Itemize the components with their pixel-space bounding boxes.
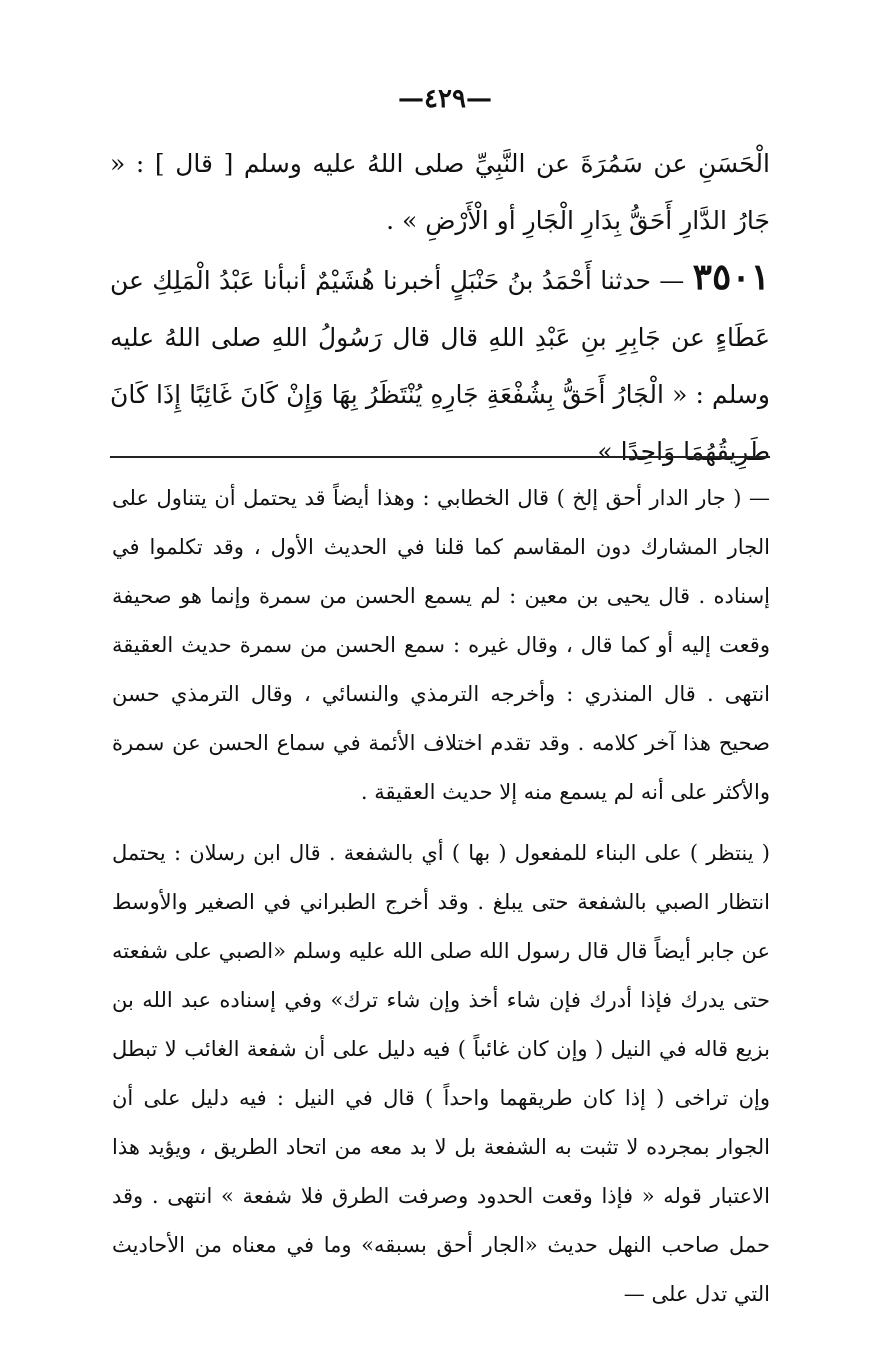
commentary-paragraph-1: — ( جار الدار أحق إلخ ) قال الخطابي : وهذا أيضاً قد يحتمل أن يتناول على الجار المشارك دون المقاسم كما قلنا في الحديث الأول ، وقد تكلموا في إسناده . قال يحيى بن معين : لم يسمع الحسن من سمرة وإنما هو صحيفة وقعت إليه أو كما قال ، وقال غيره : سمع الحسن من سمرة حديث العقيقة انتهى . قال المنذري : وأخرجه الترمذي والنسائي ، وقال الترمذي حسن صحيح هذا آخر كلامه . وقد تقدم اختلاف الأئمة في سماع الحسن عن سمرة والأكثر على أنه لم يسمع منه إلا حديث العقيقة . [112,486,770,804]
footnote-divider [110,456,770,458]
hadith-3501-text: — حدثنا أَحْمَدُ بنُ حَنْبَلٍ أخبرنا هُشَيْمٌ أنبأنا عَبْدُ الْمَلِكِ عن عَطَاءٍ عن جَابِرِ بنِ عَبْدِ اللهِ قال قال رَسُولُ اللهِ صلى اللهُ عليه وسلم : « الْجَارُ أَحَقُّ بِشُفْعَةِ جَارِهِ يُنْتَظَرُ بِهَا وَإِنْ كَانَ غَائِبًا إِذَا كَانَ طَرِيقُهُمَا وَاحِدًا » [110,266,770,466]
hadith-continuation: الْحَسَنِ عن سَمُرَةَ عن النَّبِيِّ صلى اللهُ عليه وسلم [ قال ] : « جَارُ الدَّارِ أَحَقُّ بِدَارِ الْجَارِ أو الْأَرْضِ » . [110,149,770,235]
page-number: —٤٢٩— [398,84,492,114]
hadith-text [110,135,770,480]
commentary [112,474,770,1331]
hadith-3501 [110,249,770,480]
commentary-paragraph-2: ( ينتظر ) على البناء للمفعول ( بها ) أي بالشفعة . قال ابن رسلان : يحتمل انتظار الصبي بالشفعة حتى يبلغ . وقد أخرج الطبراني في الصغير والأوسط عن جابر أيضاً قال قال رسول الله صلى الله عليه وسلم «الصبي على شفعته حتى يدرك فإذا أدرك فإن شاء أخذ وإن شاء ترك» وفي إسناده عبد الله بن بزيع قاله في النيل ( وإن كان غائباً ) فيه دليل على أن شفعة الغائب لا تبطل وإن تراخى ( إذا كان طريقهما واحداً ) قال في النيل : فيه دليل على أن الجوار بمجرده لا تثبت به الشفعة بل لا بد معه من اتحاد الطريق ، ويؤيد هذا الاعتبار قوله « فإذا وقعت الحدود وصرفت الطرق فلا شفعة » انتهى . وقد حمل صاحب النهل حديث «الجار أحق بسبقه» وما في معناه من الأحاديث التي تدل على — [112,841,770,1306]
hadith-number: ٣٥٠١ [692,256,770,298]
